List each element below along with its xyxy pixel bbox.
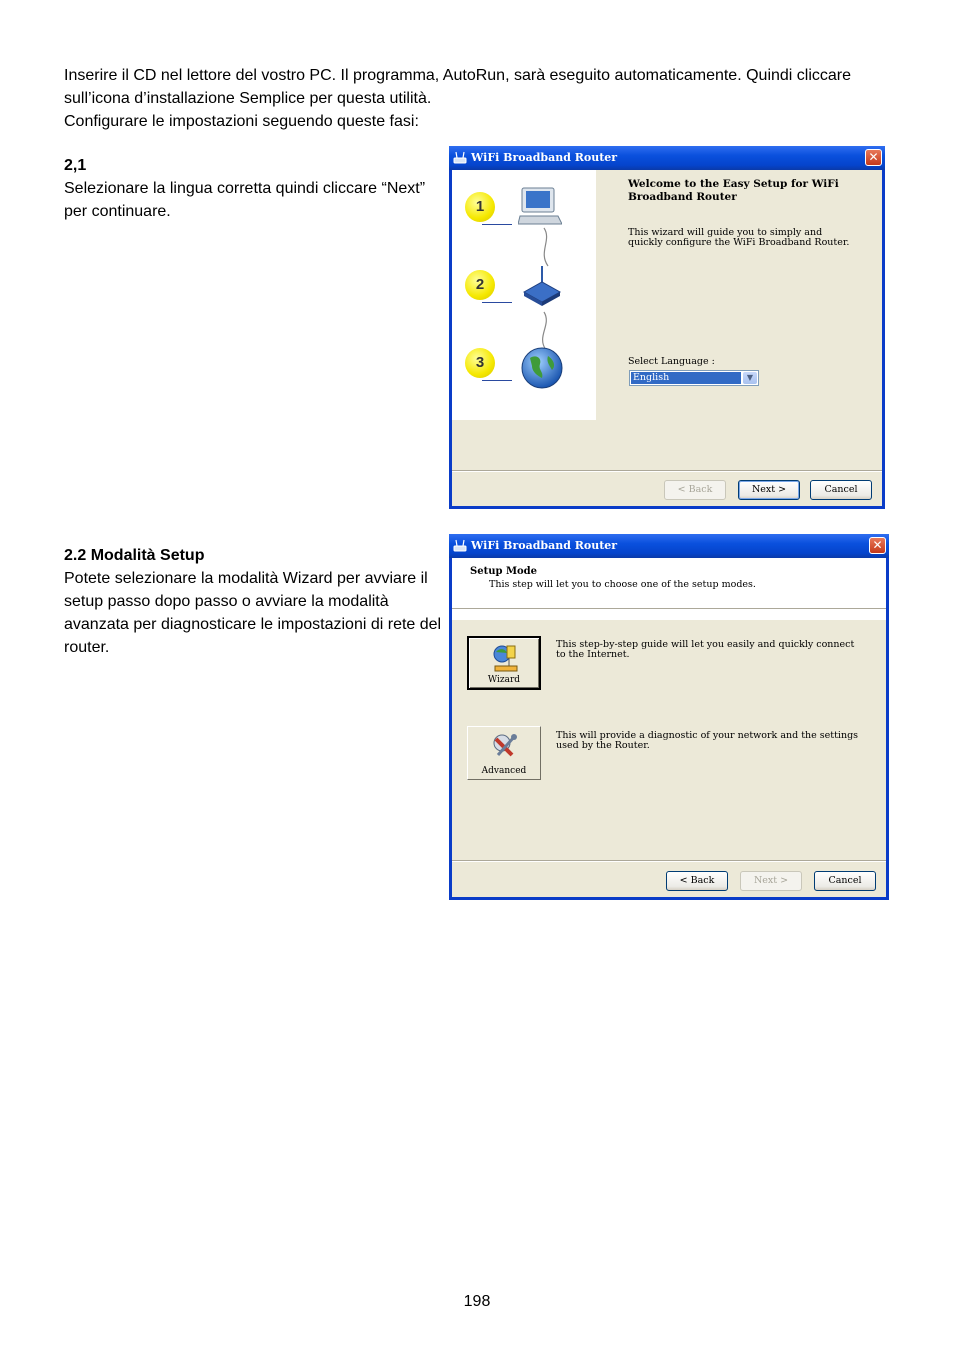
dialog-titlebar[interactable] — [449, 146, 885, 170]
section-language-heading: 2,1 — [64, 157, 87, 174]
computer-icon — [518, 186, 562, 226]
tools-icon — [488, 731, 522, 763]
chevron-down-icon[interactable]: ▼ — [743, 372, 757, 384]
dialog-titlebar[interactable] — [449, 534, 889, 558]
step-badge-2: 2 — [465, 270, 495, 300]
wizard-mode-description: This step-by-step guide will let you easily and quickly connect to the Internet. — [556, 639, 855, 660]
next-button[interactable]: Next > — [738, 480, 800, 500]
page-number: 198 — [463, 1293, 491, 1310]
section-language-text: Selezionare la lingua corretta quindi cliccare “Next” per continuare. — [64, 180, 426, 220]
next-button[interactable]: Next > — [740, 871, 802, 891]
divider — [452, 608, 886, 610]
setup-mode-header — [452, 558, 886, 620]
step-badge-3: 3 — [465, 348, 495, 378]
cancel-button[interactable]: Cancel — [810, 480, 872, 500]
setup-mode-title: Setup Mode — [470, 566, 538, 577]
back-button[interactable]: < Back — [666, 871, 728, 891]
language-select[interactable] — [629, 370, 759, 386]
dialog-body — [452, 558, 886, 897]
back-button[interactable]: < Back — [664, 480, 726, 500]
intro-paragraph: Inserire il CD nel lettore del vostro PC. Il programma, AutoRun, sarà eseguito automaticamente. Quindi cliccare sull’icona d’installazione Semplice per questa utilità. — [64, 67, 852, 107]
select-language-label: Select Language : — [628, 356, 715, 367]
close-icon[interactable]: ✕ — [865, 149, 882, 166]
setup-mode-subtitle: This step will let you to choose one of the setup modes. — [489, 579, 756, 590]
globe-icon — [520, 346, 564, 390]
close-icon[interactable]: ✕ — [869, 537, 886, 554]
router-app-icon — [453, 539, 467, 553]
wizard-icon — [489, 642, 523, 674]
step-underline — [482, 380, 512, 381]
section-setup-mode — [64, 544, 442, 659]
step-underline — [482, 224, 512, 225]
step-badge-1: 1 — [465, 192, 495, 222]
language-dialog — [449, 146, 885, 509]
section-setup-mode-text: Potete selezionare la modalità Wizard per avviare il setup passo dopo passo o avviare la modalità avanzata per diagnosticare le impostazioni di rete del router. — [64, 570, 442, 656]
advanced-mode-description: This will provide a diagnostic of your network and the settings used by the Router. — [556, 730, 859, 751]
dialog-title: WiFi Broadband Router — [471, 151, 618, 164]
divider — [452, 860, 886, 862]
welcome-heading: Welcome to the Easy Setup for WiFi Broadband Router — [628, 178, 839, 203]
wizard-mode-button[interactable] — [467, 636, 541, 690]
divider — [452, 470, 882, 472]
cancel-button[interactable]: Cancel — [814, 871, 876, 891]
setup-mode-dialog — [449, 534, 889, 900]
router-icon — [520, 262, 564, 306]
setup-steps-panel — [452, 170, 596, 420]
dialog-body — [452, 170, 882, 506]
intro-text — [64, 64, 904, 133]
intro-steps-line: Configurare le impostazioni seguendo queste fasi: — [64, 113, 419, 130]
step-underline — [482, 302, 512, 303]
wizard-mode-label: Wizard — [487, 675, 521, 685]
section-language — [64, 154, 434, 223]
dialog-title: WiFi Broadband Router — [471, 539, 618, 552]
language-select-value: English — [631, 372, 741, 384]
advanced-mode-label: Advanced — [481, 766, 527, 776]
advanced-mode-button[interactable] — [467, 726, 541, 780]
router-app-icon — [453, 151, 467, 165]
welcome-description: This wizard will guide you to simply and quickly configure the WiFi Broadband Router. — [628, 227, 850, 248]
section-setup-mode-heading: 2.2 Modalità Setup — [64, 547, 205, 564]
